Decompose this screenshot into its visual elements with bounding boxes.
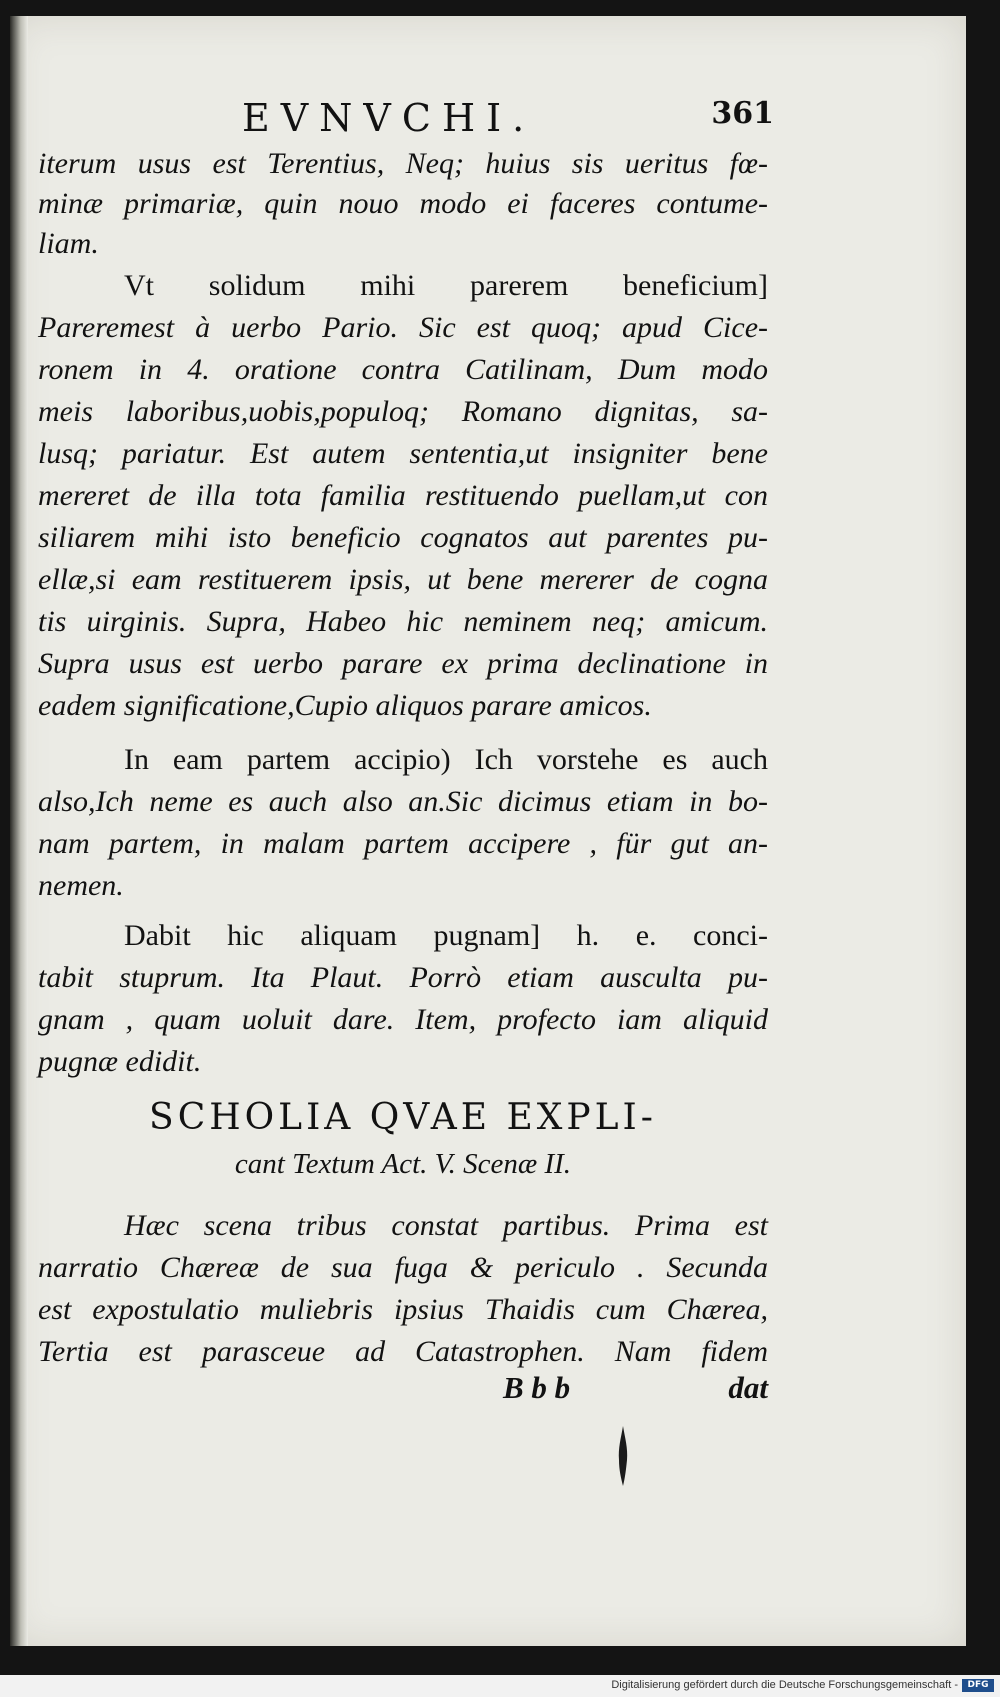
- ink-blot-mark: [616, 1426, 630, 1486]
- text-line: Supra usus est uerbo parare ex prima declinatione in: [38, 647, 768, 680]
- text-line: ronem in 4. oratione contra Catilinam, Dum modo: [38, 353, 768, 386]
- text-line: In eam partem accipio) Ich vorstehe es auch: [124, 743, 768, 776]
- text-line: iterum usus est Terentius, Neq; huius sis ueritus fœ-: [38, 147, 768, 180]
- text-line: ellæ,si eam restituerem ipsis, ut bene mererer de cogna: [38, 563, 768, 596]
- running-title: EVNVCHI.: [242, 96, 536, 140]
- text-line: nam partem, in malam partem accipere , für gut an-: [38, 827, 768, 860]
- text-line: nemen.: [38, 869, 124, 902]
- running-head: [38, 82, 774, 142]
- text-line: Tertia est parasceue ad Catastrophen. Nam fidem: [38, 1335, 768, 1368]
- text-line: meis laboribus,uobis,populoq; Romano dignitas, sa-: [38, 395, 768, 428]
- dfg-logo-icon: DFG: [962, 1679, 994, 1692]
- text-line: narratio Chæreæ de sua fuga & periculo . Secunda: [38, 1251, 768, 1284]
- digitization-footer: [0, 1675, 1000, 1697]
- text-line: pugnæ edidit.: [38, 1045, 202, 1078]
- text-line: est expostulatio muliebris ipsius Thaidis cum Chærea,: [38, 1293, 768, 1326]
- text-line: tabit stuprum. Ita Plaut. Porrò etiam ausculta pu-: [38, 961, 768, 994]
- footer-credit: Digitalisierung gefördert durch die Deutsche Forschungsgemeinschaft -: [611, 1679, 958, 1691]
- section-heading: SCHOLIA QVAE EXPLI-: [149, 1097, 657, 1138]
- text-line: eadem significatione,Cupio aliquos parare amicos.: [38, 689, 652, 722]
- text-line: also,Ich neme es auch also an.Sic dicimus etiam in bo-: [38, 785, 768, 818]
- text-line: mereret de illa tota familia restituendo puellam,ut con: [38, 479, 768, 512]
- page-gutter: [10, 16, 28, 1646]
- page-number: 361: [711, 96, 774, 131]
- text-line: Dabit hic aliquam pugnam] h. e. conci-: [124, 919, 768, 952]
- text-line: Pareremest à uerbo Pario. Sic est quoq; apud Cice-: [38, 311, 768, 344]
- signature-mark: B b b: [503, 1370, 571, 1405]
- text-line: Hæc scena tribus constat partibus. Prima est: [124, 1209, 768, 1242]
- text-line: minæ primariæ, quin nouo modo ei faceres contume-: [38, 187, 768, 220]
- catchword: dat: [728, 1370, 768, 1405]
- text-line: liam.: [38, 227, 99, 260]
- text-line: lusq; pariatur. Est autem sententia,ut insigniter bene: [38, 437, 768, 470]
- book-page: [10, 16, 966, 1646]
- text-line: tis uirginis. Supra, Habeo hic neminem neq; amicum.: [38, 605, 768, 638]
- text-line: Vt solidum mihi parerem beneficium]: [124, 269, 768, 302]
- text-line: gnam , quam uoluit dare. Item, profecto iam aliquid: [38, 1003, 768, 1036]
- text-line: siliarem mihi isto beneficio cognatos aut parentes pu-: [38, 521, 768, 554]
- section-subheading: cant Textum Act. V. Scenæ II.: [234, 1148, 572, 1180]
